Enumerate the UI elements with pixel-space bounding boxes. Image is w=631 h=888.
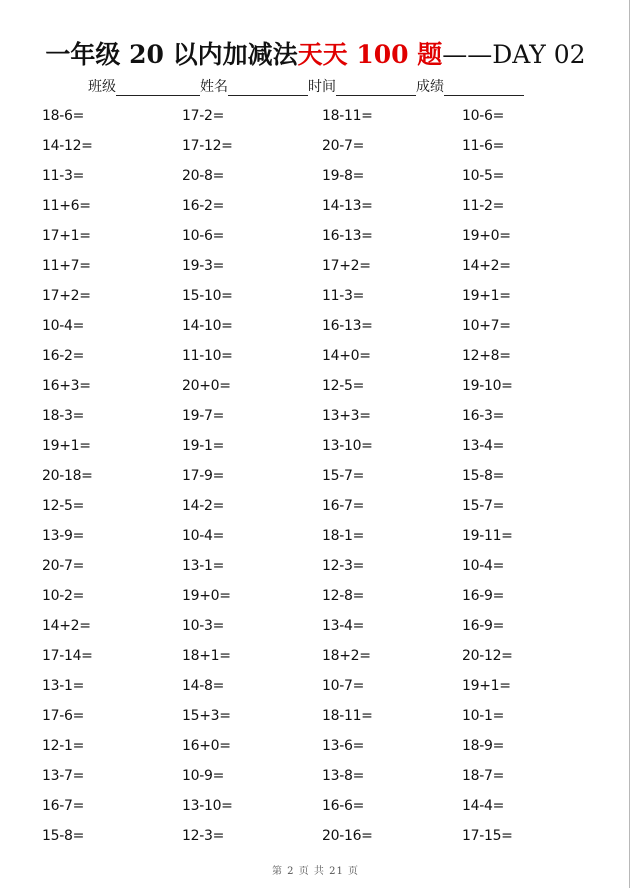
math-problem: 18-1= (322, 528, 365, 544)
math-problem: 11+6= (42, 198, 91, 214)
student-info-row (88, 76, 524, 96)
math-problem: 18-11= (322, 708, 373, 724)
page-edge-border (629, 0, 630, 888)
math-problem: 17-9= (182, 468, 225, 484)
math-problem: 10-4= (42, 318, 85, 334)
title-prefix: 一年级 20 以内加减法 (45, 40, 298, 69)
math-problem: 17+2= (42, 288, 91, 304)
math-problem: 16-9= (462, 588, 505, 604)
math-problem: 14+0= (322, 348, 371, 364)
math-problem: 10-2= (42, 588, 85, 604)
math-problem: 19-7= (182, 408, 225, 424)
math-problem: 12-3= (322, 558, 365, 574)
math-problem: 16-6= (322, 798, 365, 814)
math-problem: 14-4= (462, 798, 505, 814)
math-problem: 14-8= (182, 678, 225, 694)
math-problem: 20+0= (182, 378, 231, 394)
title-day: ——DAY 02 (442, 40, 586, 69)
math-problem: 18-11= (322, 108, 373, 124)
problem-row (42, 431, 602, 461)
math-problem: 12-3= (182, 828, 225, 844)
math-problem: 16-13= (322, 318, 373, 334)
math-problem: 16-3= (462, 408, 505, 424)
math-problem: 19-1= (182, 438, 225, 454)
math-problem: 14-12= (42, 138, 93, 154)
problem-row (42, 401, 602, 431)
math-problem: 19-10= (462, 378, 513, 394)
math-problem: 14-13= (322, 198, 373, 214)
math-problem: 11-3= (42, 168, 85, 184)
math-problem: 14+2= (42, 618, 91, 634)
name-label: 姓名 (200, 79, 228, 95)
math-problem: 19+0= (462, 228, 511, 244)
problem-row (42, 281, 602, 311)
math-problem: 15-10= (182, 288, 233, 304)
problem-row (42, 371, 602, 401)
problem-row (42, 671, 602, 701)
math-problem: 10-7= (322, 678, 365, 694)
math-problem: 13-4= (462, 438, 505, 454)
math-problem: 10-1= (462, 708, 505, 724)
math-problem: 18-9= (462, 738, 505, 754)
math-problem: 18-6= (42, 108, 85, 124)
math-problem: 12-8= (322, 588, 365, 604)
math-problem: 14-2= (182, 498, 225, 514)
math-problem: 10-5= (462, 168, 505, 184)
math-problem: 11+7= (42, 258, 91, 274)
math-problem: 17-12= (182, 138, 233, 154)
math-problem: 16-2= (182, 198, 225, 214)
math-problem: 17-14= (42, 648, 93, 664)
worksheet-title (0, 37, 631, 73)
math-problem: 16-2= (42, 348, 85, 364)
math-problem: 19-11= (462, 528, 513, 544)
problem-row (42, 521, 602, 551)
score-blank-field[interactable] (444, 79, 524, 96)
math-problem: 14+2= (462, 258, 511, 274)
problem-row (42, 611, 602, 641)
math-problem: 19+1= (462, 678, 511, 694)
math-problem: 20-12= (462, 648, 513, 664)
math-problem: 13-9= (42, 528, 85, 544)
math-problem: 15+3= (182, 708, 231, 724)
problem-row (42, 701, 602, 731)
math-problem: 17+2= (322, 258, 371, 274)
problem-row (42, 761, 602, 791)
math-problem: 13-10= (182, 798, 233, 814)
problem-grid (42, 101, 602, 851)
math-problem: 12+8= (462, 348, 511, 364)
math-problem: 17+1= (42, 228, 91, 244)
problem-row (42, 791, 602, 821)
math-problem: 10+7= (462, 318, 511, 334)
problem-row (42, 221, 602, 251)
math-problem: 11-10= (182, 348, 233, 364)
name-blank-field[interactable] (228, 79, 308, 96)
math-problem: 16-13= (322, 228, 373, 244)
math-problem: 20-7= (42, 558, 85, 574)
math-problem: 10-6= (462, 108, 505, 124)
math-problem: 17-6= (42, 708, 85, 724)
math-problem: 19+1= (462, 288, 511, 304)
math-problem: 15-7= (462, 498, 505, 514)
math-problem: 16-9= (462, 618, 505, 634)
problem-row (42, 581, 602, 611)
problem-row (42, 821, 602, 851)
math-problem: 19-3= (182, 258, 225, 274)
problem-row (42, 311, 602, 341)
math-problem: 12-1= (42, 738, 85, 754)
math-problem: 11-6= (462, 138, 505, 154)
math-problem: 18-3= (42, 408, 85, 424)
time-blank-field[interactable] (336, 79, 416, 96)
math-problem: 13-1= (42, 678, 85, 694)
problem-row (42, 341, 602, 371)
problem-row (42, 161, 602, 191)
math-problem: 18-7= (462, 768, 505, 784)
page-number-footer: 第 2 页 共 21 页 (272, 866, 359, 877)
math-problem: 10-9= (182, 768, 225, 784)
math-problem: 11-3= (322, 288, 365, 304)
math-problem: 10-4= (182, 528, 225, 544)
class-label: 班级 (88, 79, 116, 95)
math-problem: 18+1= (182, 648, 231, 664)
math-problem: 20-8= (182, 168, 225, 184)
problem-row (42, 731, 602, 761)
math-problem: 20-18= (42, 468, 93, 484)
problem-row (42, 131, 602, 161)
problem-row (42, 641, 602, 671)
math-problem: 20-16= (322, 828, 373, 844)
math-problem: 13-4= (322, 618, 365, 634)
math-problem: 10-4= (462, 558, 505, 574)
math-problem: 19+1= (42, 438, 91, 454)
math-problem: 15-7= (322, 468, 365, 484)
math-problem: 17-15= (462, 828, 513, 844)
problem-row (42, 551, 602, 581)
title-highlight: 天天 100 题 (297, 40, 443, 69)
math-problem: 15-8= (42, 828, 85, 844)
problem-row (42, 461, 602, 491)
math-problem: 13-10= (322, 438, 373, 454)
problem-row (42, 191, 602, 221)
math-problem: 19+0= (182, 588, 231, 604)
math-problem: 13-6= (322, 738, 365, 754)
math-problem: 15-8= (462, 468, 505, 484)
math-problem: 16-7= (322, 498, 365, 514)
problem-row (42, 251, 602, 281)
math-problem: 19-8= (322, 168, 365, 184)
problem-row (42, 491, 602, 521)
math-problem: 11-2= (462, 198, 505, 214)
time-label: 时间 (308, 79, 336, 95)
math-problem: 12-5= (42, 498, 85, 514)
math-problem: 20-7= (322, 138, 365, 154)
problem-row (42, 101, 602, 131)
math-problem: 16+3= (42, 378, 91, 394)
math-problem: 18+2= (322, 648, 371, 664)
math-problem: 17-2= (182, 108, 225, 124)
math-problem: 16-7= (42, 798, 85, 814)
math-problem: 13+3= (322, 408, 371, 424)
math-problem: 10-6= (182, 228, 225, 244)
math-problem: 14-10= (182, 318, 233, 334)
score-label: 成绩 (416, 79, 444, 95)
math-problem: 13-7= (42, 768, 85, 784)
class-blank-field[interactable] (116, 79, 200, 96)
math-problem: 16+0= (182, 738, 231, 754)
math-problem: 13-1= (182, 558, 225, 574)
math-problem: 12-5= (322, 378, 365, 394)
math-problem: 10-3= (182, 618, 225, 634)
math-problem: 13-8= (322, 768, 365, 784)
